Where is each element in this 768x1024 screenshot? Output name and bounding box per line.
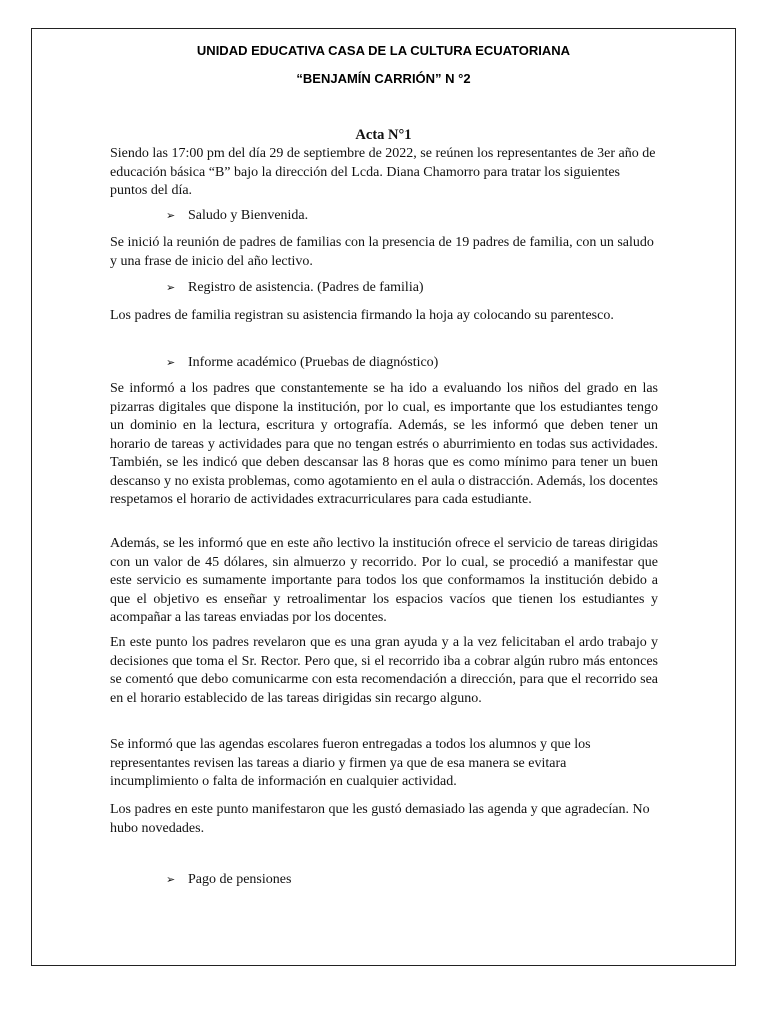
agenda-item-label: Pago de pensiones [188, 872, 292, 887]
saludo-paragraph: Se inició la reunión de padres de familias con la presencia de 19 padres de familia, con un saludo y una frase de inicio del año lectivo. [110, 235, 654, 269]
agenda-item-label: Registro de asistencia. (Padres de familia) [188, 280, 424, 295]
asistencia-paragraph: Los padres de familia registran su asistencia firmando la hoja ay colocando su parentesco. [110, 308, 614, 323]
agenda-item-informe [166, 354, 438, 372]
arrow-bullet-icon: ➢ [166, 281, 176, 294]
arrow-bullet-icon: ➢ [166, 356, 176, 369]
document-title: Acta N°1 [355, 127, 412, 143]
informe-paragraph: Se informó a los padres que constantemente se ha ido a evaluando los niños del grado en las pizarras digitales que dispone la institución, por lo cual, es importante que los estudiantes tengo un dominio en la lectura, escritura y ortografía. Además, se les informó que deben tener un horario de tareas y actividades para que no tengan estrés o aburrimiento en todas sus actividades. También, se les indicó que deben descansar las 8 horas que es como mínimo para tener un buen descanso y no exista problemas, como agotamiento en el aula o distracción. Además, los docentes respetamos el horario de actividades extracurriculares para cada estudiante. [110, 381, 658, 507]
tareas-paragraph: Además, se les informó que en este año lectivo la institución ofrece el servicio de tareas dirigidas con un valor de 45 dólares, sin almuerzo y recorrido. Por lo cual, se procedió a manifestar que este servicio es sumamente importante para todos los que conformamos la institución debido a que el objetivo es enseñar y retroalimentar los espacios vacíos que tienen los estudiantes y acompañar a las tareas enviadas por los docentes. [110, 536, 658, 625]
recorrido-paragraph: En este punto los padres revelaron que es una gran ayuda y a la vez felicitaban el ardo trabajo y decisiones que toma el Sr. Rector. Pero que, si el recorrido iba a cobrar algún rubro más entonces se comentó que debo comunicarme con esta recomendación a dirección, para que el recorrido sea en el horario establecido de las tareas dirigidas sin recargo alguno. [110, 635, 658, 706]
agenda-item-pensiones [166, 871, 291, 889]
agenda-item-label: Saludo y Bienvenida. [188, 208, 309, 223]
agenda-item-label: Informe académico (Pruebas de diagnóstico) [188, 355, 439, 370]
agenda-item-asistencia [166, 279, 424, 297]
arrow-bullet-icon: ➢ [166, 873, 176, 886]
arrow-bullet-icon: ➢ [166, 209, 176, 222]
agenda-item-saludo [166, 207, 308, 225]
novedades-paragraph: Los padres en este punto manifestaron que les gustó demasiado las agenda y que agradecían. No hubo novedades. [110, 802, 650, 836]
school-name: UNIDAD EDUCATIVA CASA DE LA CULTURA ECUATORIANA [196, 43, 571, 58]
agendas-paragraph: Se informó que las agendas escolares fueron entregadas a todos los alumnos y que los representantes revisen las tareas a diario y firmen ya que de esa manera se evitara incumplimiento o falta de información en cualquier actividad. [110, 737, 591, 789]
school-subname: “BENJAMÍN CARRIÓN” N °2 [296, 71, 471, 86]
intro-paragraph: Siendo las 17:00 pm del día 29 de septiembre de 2022, se reúnen los representantes de 3er año de educación básica “B” bajo la dirección del Lcda. Diana Chamorro para tratar los siguientes puntos del día. [110, 146, 656, 198]
